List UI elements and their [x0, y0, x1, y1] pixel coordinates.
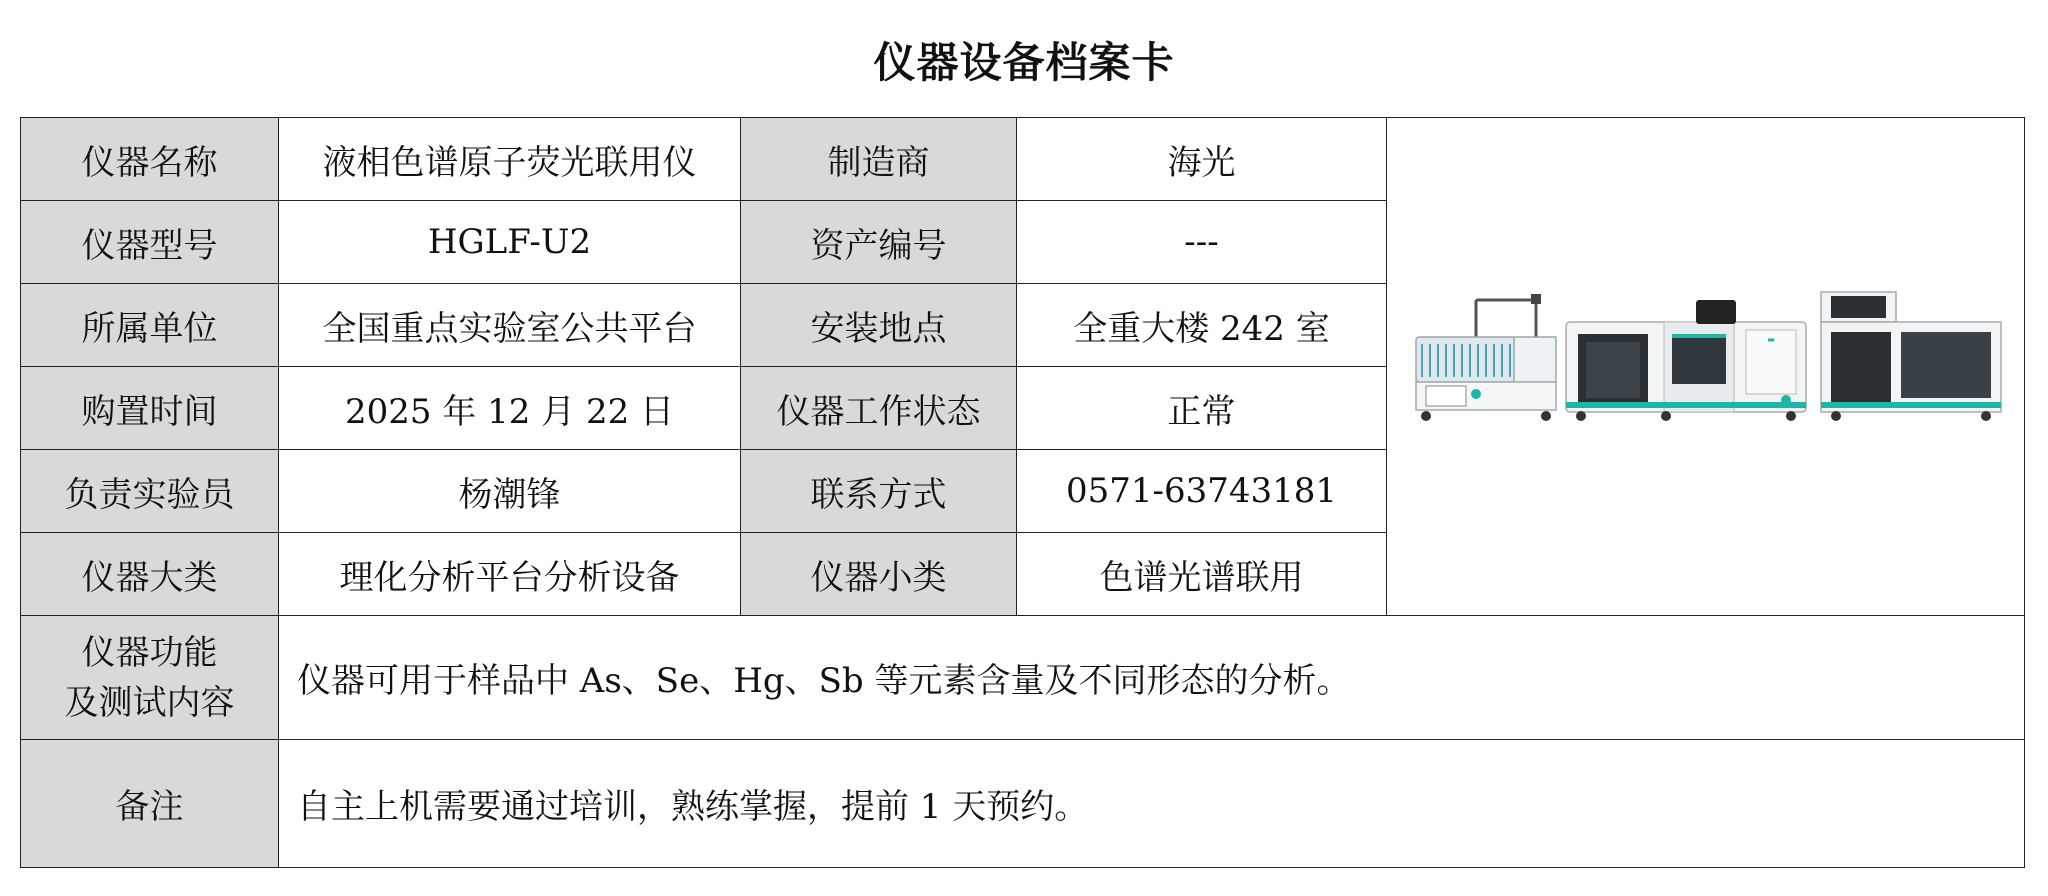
asset-number-value: ---: [1017, 201, 1387, 284]
instrument-photo-cell: [1387, 118, 2025, 616]
function-label-line2: 及测试内容: [64, 682, 235, 723]
category-value: 理化分析平台分析设备: [279, 533, 741, 616]
contact-label: 联系方式: [741, 450, 1017, 533]
instrument-name-label: 仪器名称: [21, 118, 279, 201]
subcategory-value: 色谱光谱联用: [1017, 533, 1387, 616]
technician-value: 杨潮锋: [279, 450, 741, 533]
note-content: 自主上机需要通过培训，熟练掌握，提前 1 天预约。: [279, 740, 2025, 868]
model-value: HGLF-U2: [279, 201, 741, 284]
table-row: [21, 118, 2025, 201]
function-label: [21, 616, 279, 740]
department-label: 所属单位: [21, 284, 279, 367]
location-value: 全重大楼 242 室: [1017, 284, 1387, 367]
svg-text:▬: ▬: [1766, 335, 1775, 344]
instrument-card-table: [20, 117, 2025, 868]
instrument-name-value: 液相色谱原子荧光联用仪: [279, 118, 741, 201]
asset-number-label: 资产编号: [741, 201, 1017, 284]
category-label: 仪器大类: [21, 533, 279, 616]
manufacturer-label: 制造商: [741, 118, 1017, 201]
location-label: 安装地点: [741, 284, 1017, 367]
function-label-line1: 仪器功能: [81, 632, 218, 673]
page-title: 仪器设备档案卡: [873, 38, 1175, 87]
purchase-date-label: 购置时间: [21, 367, 279, 450]
purchase-date-value: 2025 年 12 月 22 日: [279, 367, 741, 450]
manufacturer-value: 海光: [1017, 118, 1387, 201]
model-label: 仪器型号: [21, 201, 279, 284]
autosampler-icon: [1416, 294, 1556, 421]
status-value: 正常: [1017, 367, 1387, 450]
instrument-photo: [1406, 282, 2006, 442]
table-row: [21, 740, 2025, 868]
department-value: 全国重点实验室公共平台: [279, 284, 741, 367]
table-row: [21, 616, 2025, 740]
contact-value: 0571-63743181: [1017, 450, 1387, 533]
function-content: 仪器可用于样品中 As、Se、Hg、Sb 等元素含量及不同形态的分析。: [279, 616, 2025, 740]
technician-label: 负责实验员: [21, 450, 279, 533]
note-label: 备注: [21, 740, 279, 868]
lc-unit-icon: [1821, 292, 2001, 421]
main-unit-icon: [1566, 300, 1806, 421]
subcategory-label: 仪器小类: [741, 533, 1017, 616]
status-label: 仪器工作状态: [741, 367, 1017, 450]
